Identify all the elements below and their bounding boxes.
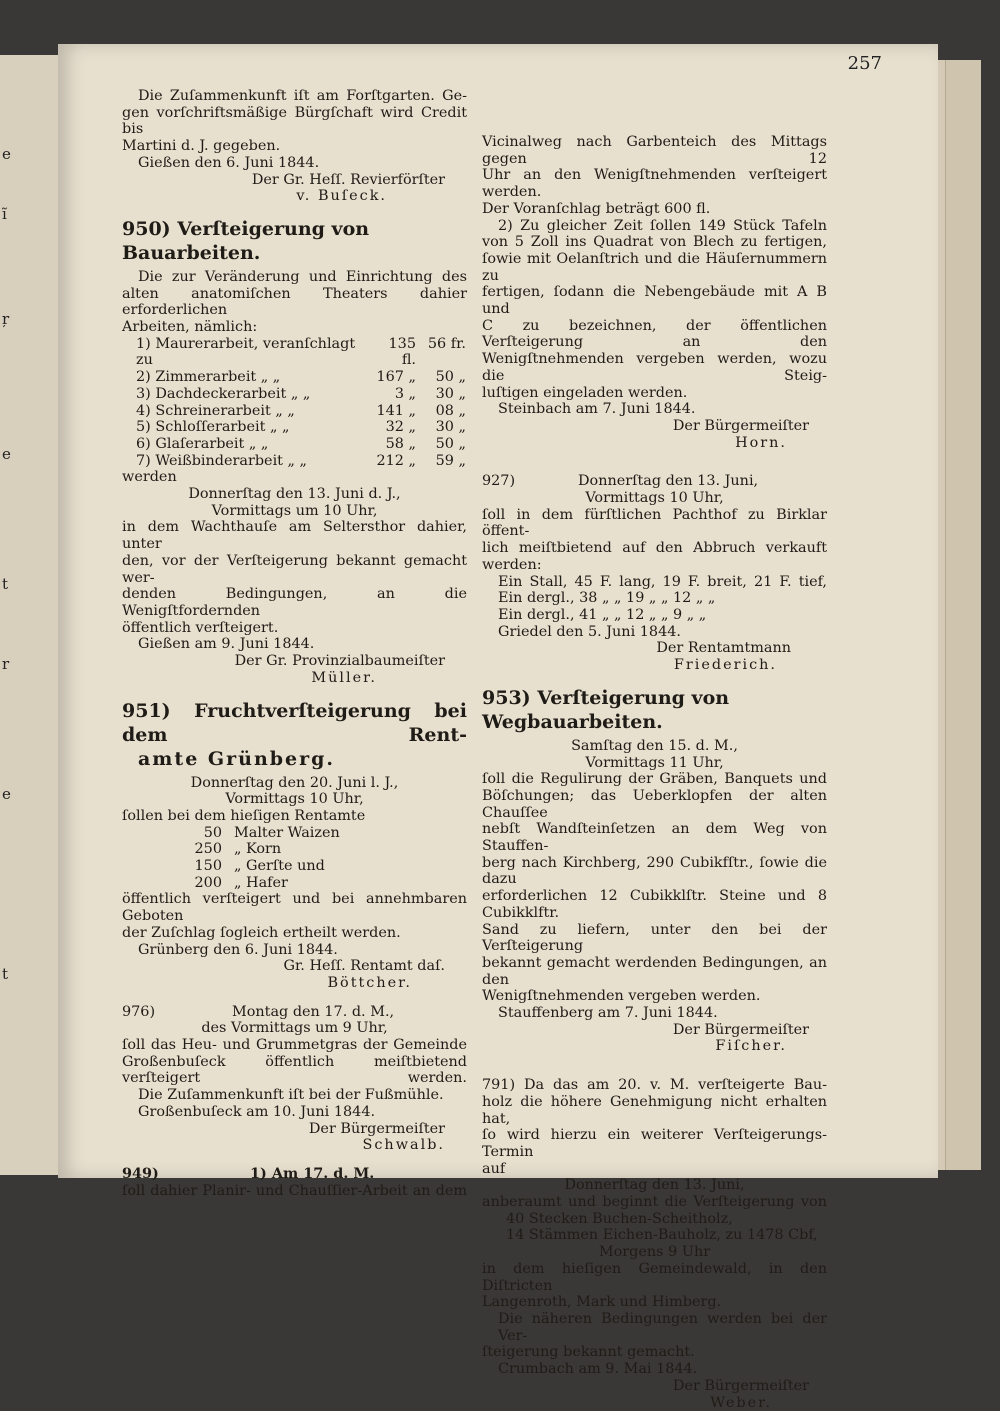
text-line: fertigen, ſodann die Nebengebäude mit A B und	[482, 284, 827, 318]
notice-header	[122, 1166, 467, 1183]
signature-title: Der Bürgermeiſter	[308, 1120, 445, 1137]
text-line: Sand zu liefern, unter den bei der Verſteigerung	[482, 921, 827, 955]
cost-list	[122, 336, 467, 470]
text-line: von 5 Zoll ins Quadrat von Blech zu fertigen,	[482, 234, 827, 251]
text-line: in dem hieſigen Gemeindewald, in den Diſtricten	[482, 1260, 827, 1294]
notice-949	[122, 1166, 467, 1199]
left-fragment: t	[2, 965, 9, 983]
signature-name: v. Buſeck.	[296, 188, 387, 205]
place-date: Steinbach am 7. Juni 1844.	[498, 401, 696, 418]
list-item: 50 Malter Waizen	[203, 824, 340, 841]
list-item: 40 Stecken Buchen-Scheitholz,	[506, 1210, 733, 1227]
list-item: 7) Weißbinderarbeit „ „ 212 „ 59 „	[136, 452, 466, 469]
notice-header	[482, 473, 827, 490]
text-line: der Zuſchlag ſogleich ertheilt werden.	[122, 924, 401, 941]
text-line: Die näheren Bedingungen werden bei der Ver-	[498, 1311, 827, 1344]
notice-976	[122, 1004, 467, 1154]
text-line: bekannt gemacht werdenden Bedingungen, an den	[482, 954, 827, 988]
text-line: Langenroth, Mark und Himberg.	[482, 1294, 722, 1311]
signature-name: Fiſcher.	[715, 1038, 787, 1055]
notice-951	[122, 699, 467, 992]
page-number: 257	[847, 53, 882, 74]
signature-title: Der Bürgermeiſter	[672, 1021, 809, 1038]
list-item: Ein Stall, 45 F. lang, 19 F. breit, 21 F. tief,	[498, 573, 827, 590]
left-column	[122, 88, 467, 1199]
auction-time: Vormittags 11 Uhr,	[585, 754, 724, 771]
left-fragment: e	[2, 785, 11, 803]
place-date: Grünberg den 6. Juni 1844.	[138, 941, 338, 958]
notice-927	[482, 473, 827, 673]
left-fragment: ŗ	[2, 310, 10, 328]
left-fragment: r	[2, 655, 10, 673]
text-line: alten anatomiſchen Theaters dahier erforderlichen	[122, 285, 467, 319]
text-line: Böſchungen; das Ueberklopfen der alten Chauſſee	[482, 787, 827, 821]
notice-heading: 953) Verſteigerung von Wegbauarbeiten.	[482, 686, 730, 733]
left-fragment: t	[2, 575, 9, 593]
auction-time: Morgens 9 Uhr	[598, 1244, 711, 1261]
list-item: 14 Stämmen Eichen-Bauholz, zu 1478 Cbf,	[506, 1227, 818, 1244]
list-item: 5) Schloſſerarbeit „ „ 32 „ 30 „	[136, 419, 466, 436]
notice-heading: 951) Fruchtverſteigerung bei dem Rent-	[122, 699, 467, 746]
text-line: ſteigerung bekannt gemacht.	[482, 1344, 695, 1361]
place-date: Gießen am 9. Juni 1844.	[138, 636, 315, 653]
text-line: Der Voranſchlag beträgt 600 fl.	[482, 200, 711, 217]
text-line: Uhr an den Wenigſtnehmenden verſteigert werden.	[482, 167, 827, 201]
text-line: den, vor der Verſteigerung bekannt gemacht wer-	[122, 552, 467, 586]
list-item: 2) Zimmerarbeit „ „ 167 „ 50 „	[136, 369, 466, 386]
text-line: ſo wird hierzu ein weiterer Verſteigerungs-Termin	[482, 1127, 827, 1160]
signature-title: Gr. Heſſ. Rentamt daſ.	[283, 958, 445, 975]
text-line: holz die höhere Genehmigung nicht erhalten hat,	[482, 1093, 827, 1127]
auction-time: Vormittags 10 Uhr,	[585, 490, 724, 507]
text-line: denden Bedingungen, an die Wenigſtfordernden	[122, 586, 467, 619]
text-line: berg nach Kirchberg, 290 Cubikfſtr., ſowie die dazu	[482, 854, 827, 888]
text-line: Großenbuſeck öffentlich meiſtbietend verſteigert werden.	[122, 1053, 467, 1087]
auction-date: Samſtag den 15. d. M.,	[571, 737, 738, 754]
text-line: Martini d. J. gegeben.	[122, 138, 281, 155]
auction-date: Montag den 17. d. M.,	[232, 1003, 395, 1020]
text-line: Vicinalweg nach Garbenteich des Mittags gegen 12	[482, 134, 827, 167]
text-line: Wenigſtnehmenden vergeben werden, wozu die Steig-	[482, 351, 827, 384]
list-item: 1) Maurerarbeit, veranſchlagt zu 135 fl. 56 fr.	[136, 335, 466, 369]
signature-title: Der Rentamtmann	[656, 640, 791, 657]
list-item: 150 „ Gerſte und	[194, 858, 325, 875]
signature-title: Der Gr. Provinzialbaumeiſter	[234, 653, 445, 670]
signature-name: Friederich.	[673, 657, 777, 674]
notice-item: 1) Am 17. d. M.	[250, 1164, 375, 1182]
text-line: ſollen bei dem hieſigen Rentamte	[122, 807, 366, 824]
text-line: gen vorſchriftsmäßige Bürgſchaft wird Credit bis	[122, 104, 467, 138]
right-column	[482, 134, 827, 1411]
place-date: Großenbuſeck am 10. Juni 1844.	[138, 1103, 376, 1120]
list-item: Ein dergl., 38 „ „ 19 „ „ 12 „ „	[498, 590, 716, 607]
list-item: 6) Glaſerarbeit „ „ 58 „ 50 „	[136, 435, 466, 452]
text-line: öffentlich verſteigert und bei annehmbaren Geboten	[122, 891, 467, 925]
notice-intro	[122, 88, 467, 205]
text-line: C zu bezeichnen, der öffentlichen Verſteigerung an den	[482, 317, 827, 351]
text-line: ſoll dahier Planir- und Chauſſier-Arbeit an dem	[122, 1182, 467, 1199]
notice-header	[122, 1004, 467, 1021]
place-date: Stauffenberg am 7. Juni 1844.	[498, 1005, 718, 1022]
text-line: 791) Da das am 20. v. M. verſteigerte Bau-	[482, 1077, 827, 1094]
page-stack-edge	[945, 60, 981, 1170]
notice-949-continued	[482, 134, 827, 451]
text-line: Die zur Veränderung und Einrichtung des	[138, 268, 467, 285]
notice-heading: 950) Verſteigerung von Bauarbeiten.	[122, 217, 370, 264]
text-line: nebſt Wandſteinſetzen an dem Weg von Stauffen-	[482, 821, 827, 855]
auction-date: Donnerſtag den 13. Juni,	[564, 1177, 745, 1194]
signature-name: Horn.	[735, 434, 787, 451]
notice-number: 949)	[122, 1164, 159, 1182]
text-line: luſtigen eingeladen werden.	[482, 384, 688, 401]
auction-date: Donnerſtag den 13. Juni d. J.,	[188, 486, 401, 503]
signature-name: Böttcher.	[327, 974, 412, 991]
auction-date: Donnerſtag den 13. Juni,	[578, 473, 759, 490]
text-line: werden	[122, 469, 177, 486]
text-line: ſoll in dem fürſtlichen Pachthof zu Birklar öffent-	[482, 506, 827, 540]
text-line: in dem Wachthauſe am Seltersthor dahier, unter	[122, 519, 467, 553]
text-line: auf	[482, 1160, 506, 1177]
place-date: Gießen den 6. Juni 1844.	[138, 154, 320, 171]
notice-number: 927)	[482, 473, 516, 490]
auction-time: Vormittags um 10 Uhr,	[211, 502, 378, 519]
text-line: anberaumt und beginnt die Verſteigerung von	[482, 1194, 827, 1211]
auction-time: des Vormittags um 9 Uhr,	[201, 1020, 388, 1037]
list-item: 250 „ Korn	[194, 841, 282, 858]
text-line: lich meiſtbietend auf den Abbruch verkauft werden:	[482, 540, 827, 573]
list-item: 3) Dachdeckerarbeit „ „ 3 „ 30 „	[136, 385, 466, 402]
left-fragment: ĩ	[2, 205, 7, 223]
signature-name: Weber.	[710, 1394, 772, 1411]
signature-title: Der Bürgermeiſter	[672, 1377, 809, 1394]
notice-number: 976)	[122, 1003, 156, 1020]
place-date: Griedel den 5. Juni 1844.	[498, 623, 681, 640]
signature-name: Schwalb.	[362, 1137, 445, 1154]
notice-heading: amte Grünberg.	[138, 747, 336, 770]
text-line: öffentlich verſteigert.	[122, 619, 279, 636]
text-line: 2) Zu gleicher Zeit ſollen 149 Stück Tafeln	[498, 217, 827, 234]
left-fragment: e	[2, 145, 11, 163]
grain-list	[122, 825, 467, 892]
list-item: 200 „ Hafer	[194, 874, 288, 891]
signature-title: Der Bürgermeiſter	[672, 417, 809, 434]
list-item: Ein dergl., 41 „ „ 12 „ „ 9 „ „	[498, 606, 707, 623]
notice-953	[482, 686, 827, 1055]
text-line: Wenigſtnehmenden vergeben werden.	[482, 988, 761, 1005]
place-date: Crumbach am 9. Mai 1844.	[498, 1361, 698, 1378]
signature-name: Müller.	[311, 669, 377, 686]
list-item: 4) Schreinerarbeit „ „ 141 „ 08 „	[136, 402, 466, 419]
text-line: erforderlichen 12 Cubikklſtr. Steine und 8 Cubikklftr.	[482, 888, 827, 921]
text-line: ſoll das Heu- und Grummetgras der Gemeinde	[122, 1037, 467, 1054]
auction-time: Vormittags 10 Uhr,	[225, 791, 364, 808]
notice-791	[482, 1077, 827, 1411]
text-line: ſoll die Regulirung der Gräben, Banquets und	[482, 771, 827, 788]
text-line: Die Zuſammenkunft iſt am Forſtgarten. Ge-	[138, 88, 467, 104]
signature-title: Der Gr. Heſſ. Revierförſter	[251, 171, 445, 188]
text-line: ſowie mit Oelanſtrich und die Häuſernummern zu	[482, 250, 827, 284]
text-line: Die Zuſammenkunft iſt bei der Fußmühle.	[138, 1087, 444, 1104]
text-line: Arbeiten, nämlich:	[122, 319, 258, 336]
left-fragment: e	[2, 445, 11, 463]
auction-date: Donnerſtag den 20. Juni l. J.,	[190, 774, 399, 791]
notice-950	[122, 217, 467, 687]
